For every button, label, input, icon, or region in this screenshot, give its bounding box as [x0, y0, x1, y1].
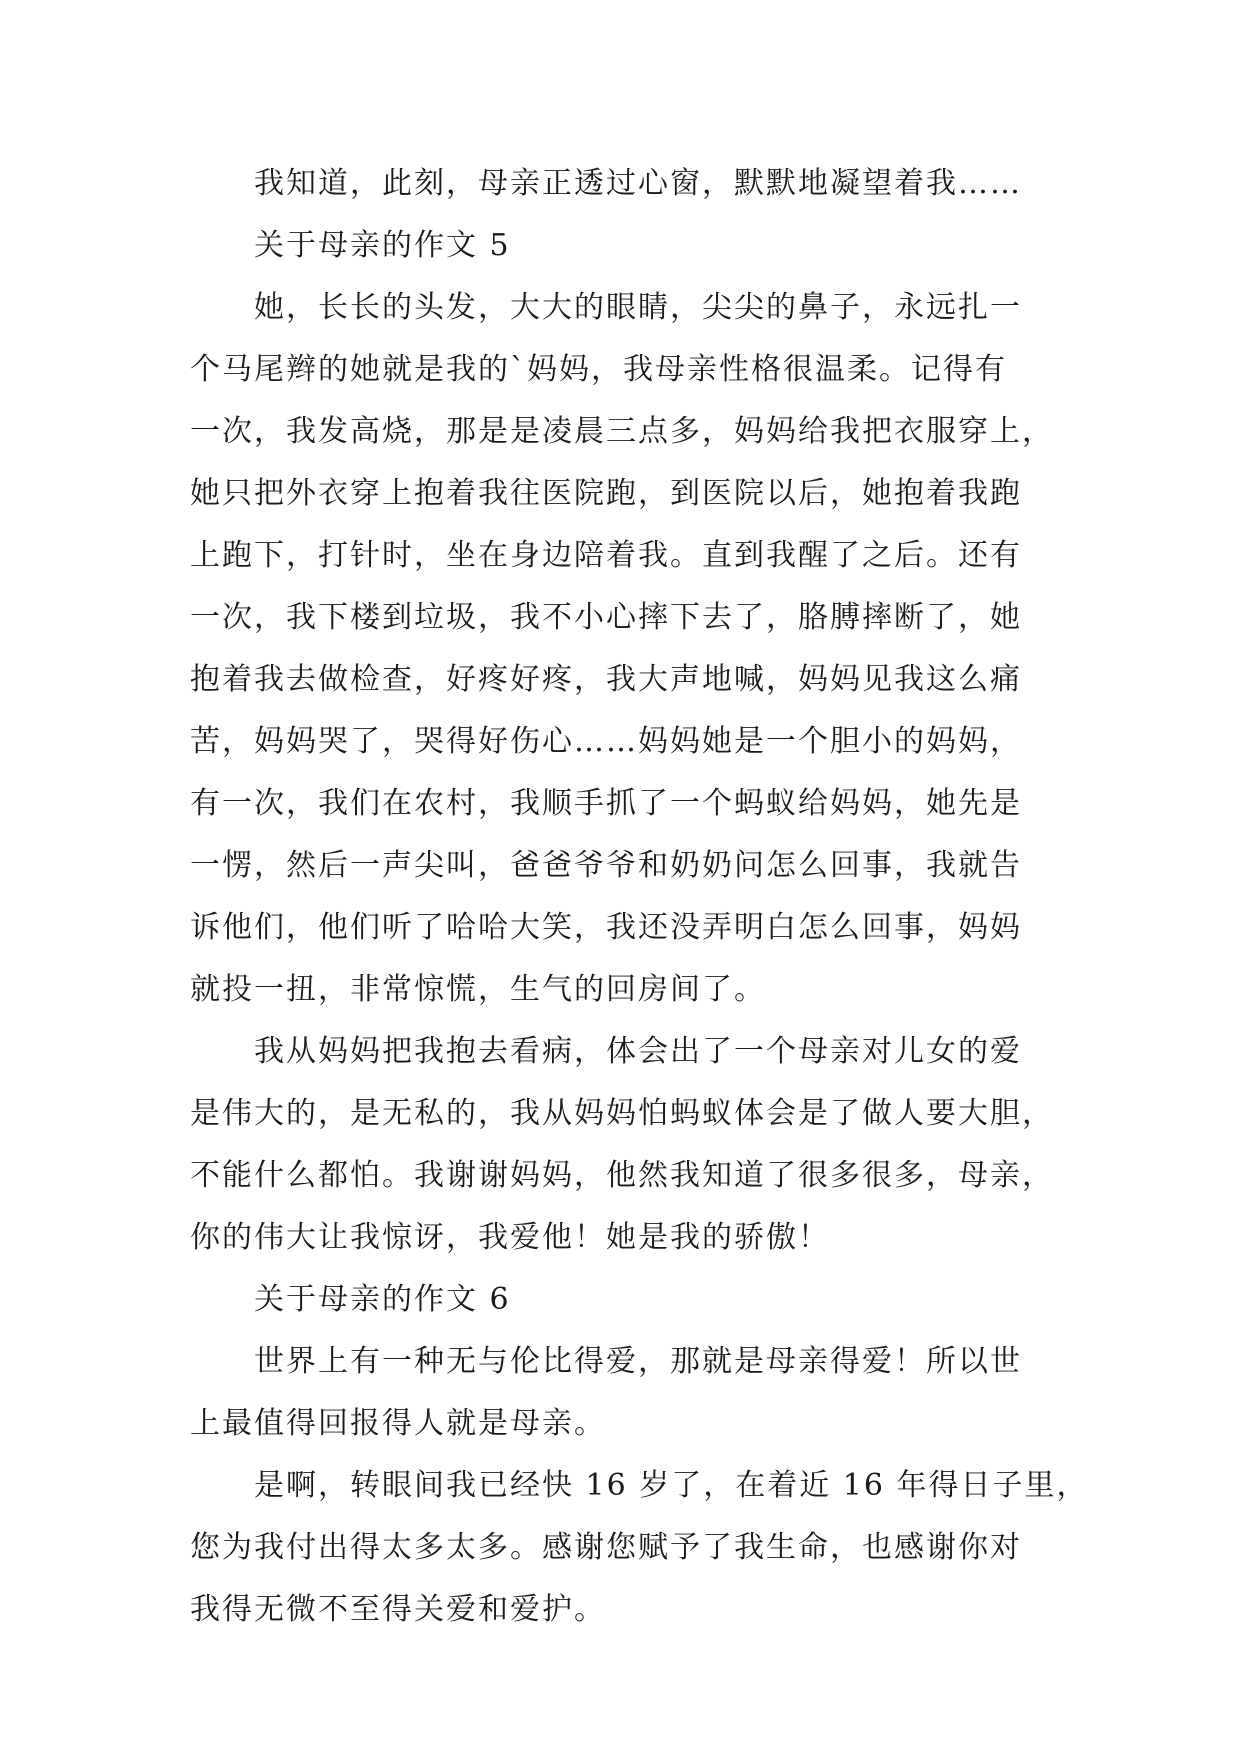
text-line: 她，长长的头发，大大的眼睛，尖尖的鼻子，永远扎一 [254, 290, 1022, 325]
text-line: 抱着我去做检查，好疼好疼，我大声地喊，妈妈见我这么痛 [190, 662, 1022, 697]
text-line: 她只把外衣穿上抱着我往医院跑，到医院以后，她抱着我跑 [190, 476, 1022, 511]
text-line: 苦，妈妈哭了，哭得好伤心……妈妈她是一个胆小的妈妈， [190, 724, 1022, 759]
text-line: 一愣，然后一声尖叫，爸爸爷爷和奶奶问怎么回事，我就告 [190, 848, 1022, 883]
text-line: 世界上有一种无与伦比得爱，那就是母亲得爱！所以世 [254, 1344, 1022, 1379]
text-line: 就投一扭，非常惊慌，生气的回房间了。 [190, 972, 766, 1007]
text-line: 你的伟大让我惊讶，我爱他！她是我的骄傲！ [190, 1220, 830, 1255]
text-line: 我得无微不至得关爱和爱护。 [190, 1592, 606, 1627]
text-line: 我知道，此刻，母亲正透过心窗，默默地凝望着我…… [254, 166, 1022, 201]
text-line: 上跑下，打针时，坐在身边陪着我。直到我醒了之后。还有 [190, 538, 1022, 573]
document-body [190, 153, 1089, 1641]
text-line: 一次，我下楼到垃圾，我不小心摔下去了，胳膊摔断了，她 [190, 600, 1022, 635]
text-line: 诉他们，他们听了哈哈大笑，我还没弄明白怎么回事，妈妈 [190, 910, 1022, 945]
section-heading: 关于母亲的作文 6 [254, 1282, 511, 1317]
text-line: 是伟大的，是无私的，我从妈妈怕蚂蚁体会是了做人要大胆， [190, 1096, 1054, 1131]
text-line: 不能什么都怕。我谢谢妈妈，他然我知道了很多很多，母亲， [190, 1158, 1054, 1193]
text-line: 我从妈妈把我抱去看病，体会出了一个母亲对儿女的爱 [254, 1034, 1022, 1069]
text-line: 个马尾辫的她就是我的`妈妈，我母亲性格很温柔。记得有 [190, 352, 1007, 387]
section-heading: 关于母亲的作文 5 [254, 228, 511, 263]
text-line: 您为我付出得太多太多。感谢您赋予了我生命，也感谢你对 [190, 1530, 1022, 1565]
text-line: 一次，我发高烧，那是是凌晨三点多，妈妈给我把衣服穿上， [190, 414, 1054, 449]
text-line: 上最值得回报得人就是母亲。 [190, 1406, 606, 1441]
text-line: 是啊，转眼间我已经快 16 岁了，在着近 16 年得日子里， [254, 1468, 1089, 1503]
text-line: 有一次，我们在农村，我顺手抓了一个蚂蚁给妈妈，她先是 [190, 786, 1022, 821]
